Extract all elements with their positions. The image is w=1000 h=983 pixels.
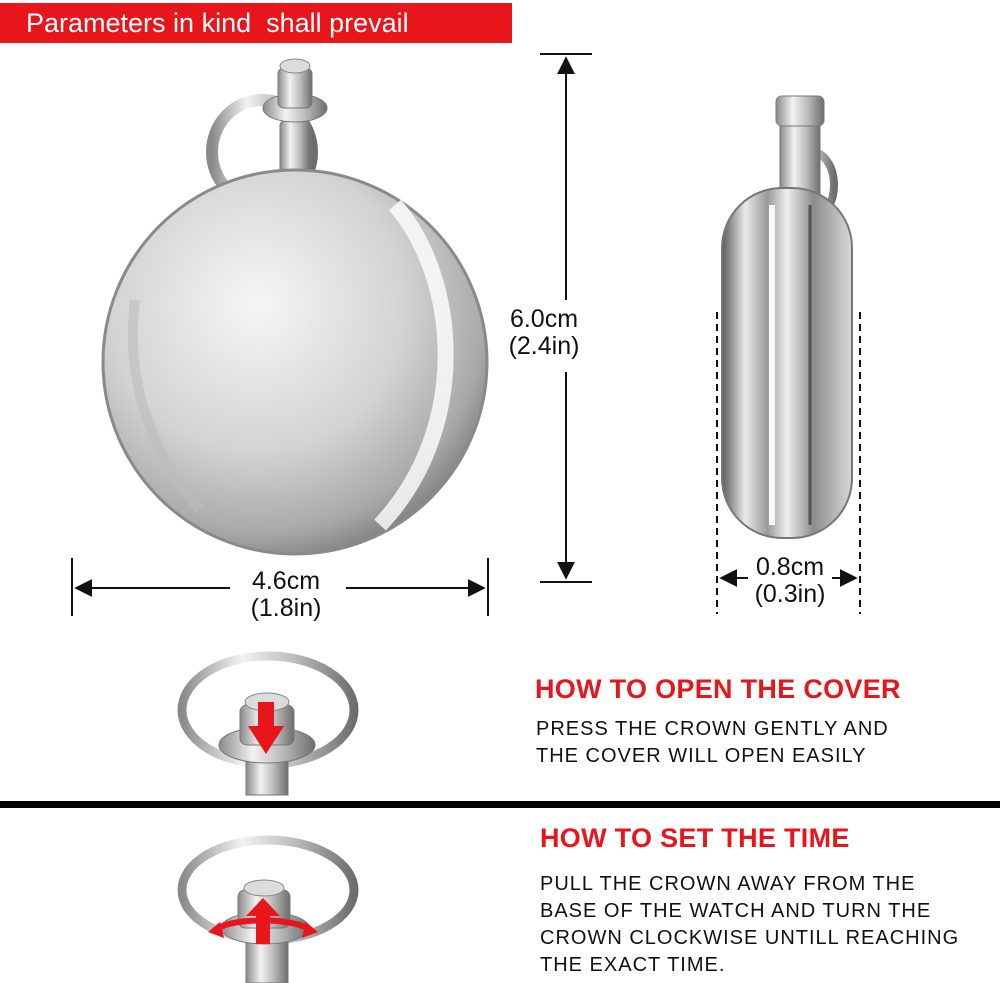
instruction-line: BASE OF THE WATCH AND TURN THE <box>540 900 932 922</box>
parameters-banner: Parameters in kind shall prevail <box>0 3 512 43</box>
instruction-line: THE EXACT TIME. <box>540 954 726 976</box>
width-cm: 4.6cm <box>251 567 321 595</box>
pocket-watch-front <box>103 59 487 554</box>
height-in: (2.4in) <box>508 332 580 360</box>
width-in: (1.8in) <box>250 594 322 622</box>
depth-cm: 0.8cm <box>755 553 825 581</box>
height-cm: 6.0cm <box>509 305 579 333</box>
set-time-title: HOW TO SET THE TIME <box>540 823 850 853</box>
open-cover-instructions <box>536 716 889 770</box>
depth-label <box>742 554 838 608</box>
height-label <box>496 306 592 360</box>
width-label <box>236 568 336 622</box>
crown-turn-illustration <box>182 840 354 983</box>
instruction-line: PRESS THE CROWN GENTLY AND <box>536 718 889 740</box>
instruction-line: PULL THE CROWN AWAY FROM THE <box>540 873 916 895</box>
crown-press-illustration <box>182 656 354 795</box>
set-time-instructions <box>540 871 959 979</box>
instruction-line: CROWN CLOCKWISE UNTILL REACHING <box>540 927 960 949</box>
open-cover-title: HOW TO OPEN THE COVER <box>535 674 901 704</box>
section-divider <box>0 801 1000 808</box>
pocket-watch-side <box>722 96 852 538</box>
depth-in: (0.3in) <box>754 580 826 608</box>
instruction-line: THE COVER WILL OPEN EASILY <box>536 745 867 767</box>
